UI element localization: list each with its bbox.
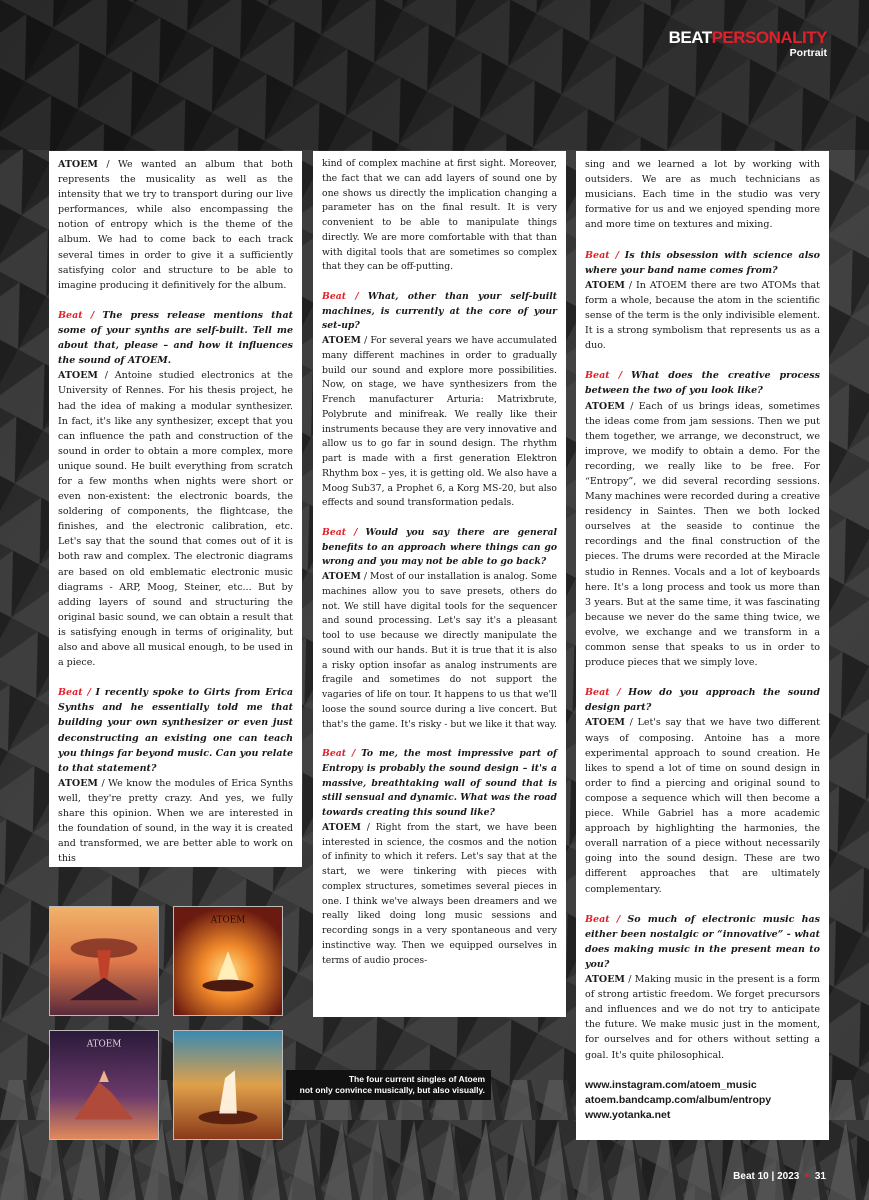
paragraph-gap	[585, 670, 820, 685]
speaker-slash: /	[97, 159, 118, 170]
respondent-label: ATOEM	[58, 370, 98, 382]
magazine-brand	[669, 28, 827, 47]
interview-answer	[322, 821, 557, 969]
speaker-slash: /	[360, 821, 376, 833]
website-link[interactable]: www.yotanka.net	[585, 1108, 671, 1121]
caption-line-2: not only convince musically, but also visually.	[299, 1085, 485, 1095]
interview-answer	[322, 570, 557, 732]
speaker-slash: /	[624, 717, 638, 729]
single-cover-2	[173, 906, 283, 1016]
links-block	[585, 1078, 820, 1123]
answer-text: Let's say that we have two different ways of composing. Antoine has a more experimental approach to sound creation. He likes to spend a lot of time on sound design in order to find a piercing and original sound to compose a sequence which will then become a piece. While Gabriel has a more academic approach by highlighting the harmonies, the overall narration of a piece without necessarily going into the sound design. These are two different approaches that are ultimately complementary.	[585, 717, 820, 895]
respondent-label: ATOEM	[585, 400, 625, 412]
article-column-1	[49, 151, 302, 867]
question-text: What, other than your self-built machines, is currently at the core of your set-up?	[322, 290, 557, 332]
section-header	[669, 28, 827, 59]
cover-2-art	[174, 907, 282, 1015]
respondent-label: ATOEM	[322, 571, 361, 582]
paragraph-gap	[585, 232, 820, 247]
speaker-slash: /	[609, 249, 625, 261]
speaker-slash: /	[609, 687, 629, 699]
magazine-issue: Beat 10 | 2023	[733, 1171, 800, 1182]
continued-text: kind of complex machine at first sight. Moreover, the fact that we can add layers of sound one by one shows us directly the implication changing a parameter has on the final result. It is very convenient to be able to manipulate things directly. We are more comfortable with that than with digital tools that are sometimes so complex that they can be off-putting.	[322, 158, 557, 273]
speaker-slash: /	[345, 290, 368, 302]
question-text: How do you approach the sound design part?	[585, 687, 820, 714]
cover-3-logo: ATOEM	[86, 1039, 122, 1050]
answer-text: For several years we have accumulated many different machines in order to gradually build our sound and explore more possibilities. Now, on stage, we have synthesizers from the French manufacturer Arturia: Matrixbrute, Polybrute and minifreak. We really like their instruments because they are very innovative and allow us to go far in sound design. The rhythm part is made with a first generation Elektron Rhythm box – yes, it is getting old. We also have a Moog Sub37, a Prophet 6, a Korg MS-20, but also effects and sound transformation pedals.	[322, 335, 558, 509]
paragraph-gap	[58, 670, 293, 685]
respondent-label: ATOEM	[585, 717, 625, 729]
interview-question	[585, 685, 820, 715]
interviewer-label: Beat	[58, 309, 83, 321]
interview-question	[585, 912, 820, 972]
interviewer-label: Beat	[322, 290, 346, 302]
continued-text: sing and we learned a lot by working with outsiders. We are as much technicians as musicians. Each time in the studio was very formative for us and we enjoyed spending more and more time on textures and mixing.	[585, 159, 820, 231]
question-text: Is this obsession with science also where your band name comes from?	[585, 249, 820, 276]
brand-beat: BEAT	[668, 28, 712, 47]
cover-3-art	[50, 1031, 158, 1139]
brand-personality: PERSONALITY	[711, 28, 827, 47]
question-text: Would you say there are general benefits to an approach where things can go wrong and you may not be able to go back?	[322, 526, 557, 568]
speaker-slash: /	[97, 370, 115, 382]
paragraph-gap	[322, 511, 557, 526]
question-text: So much of electronic music has either been nostalgic or “innovative” - what does making music in the present mean to you?	[585, 913, 820, 970]
answer-text: Each of us brings ideas, sometimes the ideas come from jam sessions. Then we put them together, we arrange, we deconstruct, we improve, we modify to obtain a demo. For the recording, we really like to be free. For “Entropy”, we did several recording sessions. Many machines were recorded during a creative residency in Saintes. Then we both locked ourselves at the seaside to continue the recordings and the final construction of the pieces. The drums were recorded at the Miracle studio in Rennes. Vocals and a lot of keyboards here. It's a long process and took us more than 3 years. But at the same time, it was fascinating because we never do the same thing twice, we evolve, we exchange and we transform in a common sense that speaks to us in order to produce pieces that we simply love.	[585, 400, 820, 669]
page-footer	[733, 1171, 826, 1182]
interviewer-label: Beat	[585, 370, 610, 382]
interview-question	[58, 308, 293, 368]
speaker-slash: /	[345, 526, 366, 538]
speaker-slash: /	[360, 571, 370, 582]
speaker-slash: /	[82, 687, 96, 699]
section-label: Portrait	[789, 47, 827, 59]
answer-text: In ATOEM there are two ATOMs that form a whole, because the atom in the scientific sense of the term is the only indivisible element. It is a strong symbolism that represents us as a duo.	[585, 279, 820, 352]
interviewer-label: Beat	[322, 526, 346, 538]
answer-text: We know the modules of Erica Synths well, they're pretty crazy. And yes, we fully share this opinion. When we are interested in the foundation of sound, in the way it is created and transformed, we are better able to work on this	[58, 777, 293, 865]
interview-answer	[58, 157, 293, 293]
interview-answer	[585, 715, 820, 896]
interviewer-label: Beat	[322, 748, 346, 759]
interviewer-label: Beat	[585, 249, 610, 261]
answer-text: Right from the start, we have been interested in science, the cosmos and the notion of infinity to which it refers. Let's say that at the start, we were tinkering with pieces with complex structures, sometimes several pieces in one. I think we've always been dreamers and we really liked doing long music sessions and recording songs in a very spontaneous and very instinctive way. Then we equipped ourselves in terms of audio proces-	[322, 821, 558, 966]
interview-answer	[585, 972, 820, 1063]
question-text: The press release mentions that some of your synths are self-built. Tell me about that, please – and how it influences the sound of ATOEM.	[58, 309, 293, 367]
speaker-slash: /	[82, 309, 103, 321]
respondent-label: ATOEM	[585, 974, 625, 986]
speaker-slash: /	[609, 370, 632, 382]
paragraph-gap	[585, 353, 820, 368]
article-column-3	[576, 151, 829, 1140]
speaker-slash: /	[624, 279, 636, 291]
speaker-slash: /	[360, 335, 371, 346]
cover-2-logo: ATOEM	[210, 915, 246, 926]
interview-answer	[585, 278, 820, 353]
question-text: I recently spoke to Girts from Erica Synths and he essentially told me that building your own synthesizer or even just deconstructing an existing one can teach you things far beyond music. Can you relate to that statement?	[58, 687, 293, 774]
cover-4-art	[174, 1031, 282, 1139]
speaker-slash: /	[345, 748, 362, 759]
instagram-link[interactable]: www.instagram.com/atoem_music	[585, 1078, 757, 1091]
page-number: 31	[814, 1171, 826, 1182]
interview-question	[585, 368, 820, 398]
paragraph-gap	[322, 732, 557, 747]
interview-question	[322, 290, 557, 334]
covers-caption	[286, 1070, 491, 1100]
interview-question	[58, 685, 293, 776]
paragraph-gap	[58, 293, 293, 308]
caption-line-1: The four current singles of Atoem	[348, 1074, 485, 1084]
respondent-label: ATOEM	[322, 335, 361, 346]
interviewer-label: Beat	[585, 913, 610, 925]
interview-answer	[322, 334, 557, 511]
answer-text: Most of our installation is analog. Some machines allow you to save presets, others do not. We still have digital tools for the sequencer and sound processing. Let's say it's a pleasant tool to use because we directly manipulate the sound with our hands. But it is true that it is also a risky option insofar as analog instruments are fragile and sometimes do not support the vagaries of life on tour. It happens to us that we'll loose the sound source during a live concert. But that's the game. It's risky - but we like it that way.	[322, 571, 557, 730]
answer-text: Antoine studied electronics at the University of Rennes. For his thesis project, he had the idea of making a modular synthesizer. In fact, it's like any synthesizer, except that you can influence the path and construction of the sound in order to obtain a more complex, more unique sound. He built everything from scratch for a few months when nights were short or even non-existent: the electronic boards, the soldering of components, the flightcase, the finishes, and the electronic calibration, etc. Let's say that the sound that comes out of it is both raw and complex. The electronic diagrams are based on old emblematic electronic music diagrams - ARP, Moog, Steiner, etc... But by adding layers of sound and structuring the original basic sound, we can obtain a result that is satisfying enough in terms of originality, but also and above all musical enough, to be used in a piece.	[58, 370, 293, 669]
interview-question	[585, 248, 820, 278]
interview-answer	[58, 776, 293, 867]
bandcamp-link[interactable]: atoem.bandcamp.com/album/entropy	[585, 1093, 772, 1106]
respondent-label: ATOEM	[322, 821, 361, 833]
footer-separator: •	[805, 1171, 809, 1182]
respondent-label: ATOEM	[58, 159, 98, 170]
article-column-2	[313, 151, 566, 1017]
speaker-slash: /	[609, 913, 628, 925]
column-3-body	[585, 157, 820, 1063]
interview-answer	[58, 368, 293, 670]
links-gap	[585, 1063, 820, 1078]
cover-1-art	[50, 907, 158, 1015]
single-cover-3	[49, 1030, 159, 1140]
interviewer-label: Beat	[585, 687, 610, 699]
speaker-slash: /	[624, 974, 635, 986]
single-cover-1	[49, 906, 159, 1016]
question-text: What does the creative process between the two of you look like?	[585, 370, 821, 397]
interview-question	[322, 747, 557, 821]
respondent-label: ATOEM	[585, 279, 625, 291]
question-text: To me, the most impressive part of Entropy is probably the sound design – it's a massive, breathtaking wall of sound that is still sensual and dynamic. What was the road towards creating this sound like?	[322, 748, 557, 818]
interviewer-label: Beat	[58, 687, 83, 699]
paragraph-gap	[322, 275, 557, 290]
respondent-label: ATOEM	[58, 777, 98, 789]
answer-text: We wanted an album that both represents the musicality as well as the intensity that we try to transport during our live performances, while also encompassing the notion of entropy which is the theme of the album. We had to come back to each track several times in order to give it a sufficiently satisfying color and structure to be able to imagine producing it definitively for the album.	[58, 159, 293, 291]
single-cover-4	[173, 1030, 283, 1140]
speaker-slash: /	[624, 400, 639, 412]
speaker-slash: /	[97, 777, 109, 789]
paragraph-gap	[585, 897, 820, 912]
interview-answer	[585, 399, 820, 671]
interview-question	[322, 526, 557, 570]
answer-text: Making music in the present is a form of strong artistic freedom. We forget precursors and influences and we do not try to anticipate the future. We make music just in the moment, for ourselves and for others without setting a goal. It's quite philosophical.	[585, 974, 821, 1061]
